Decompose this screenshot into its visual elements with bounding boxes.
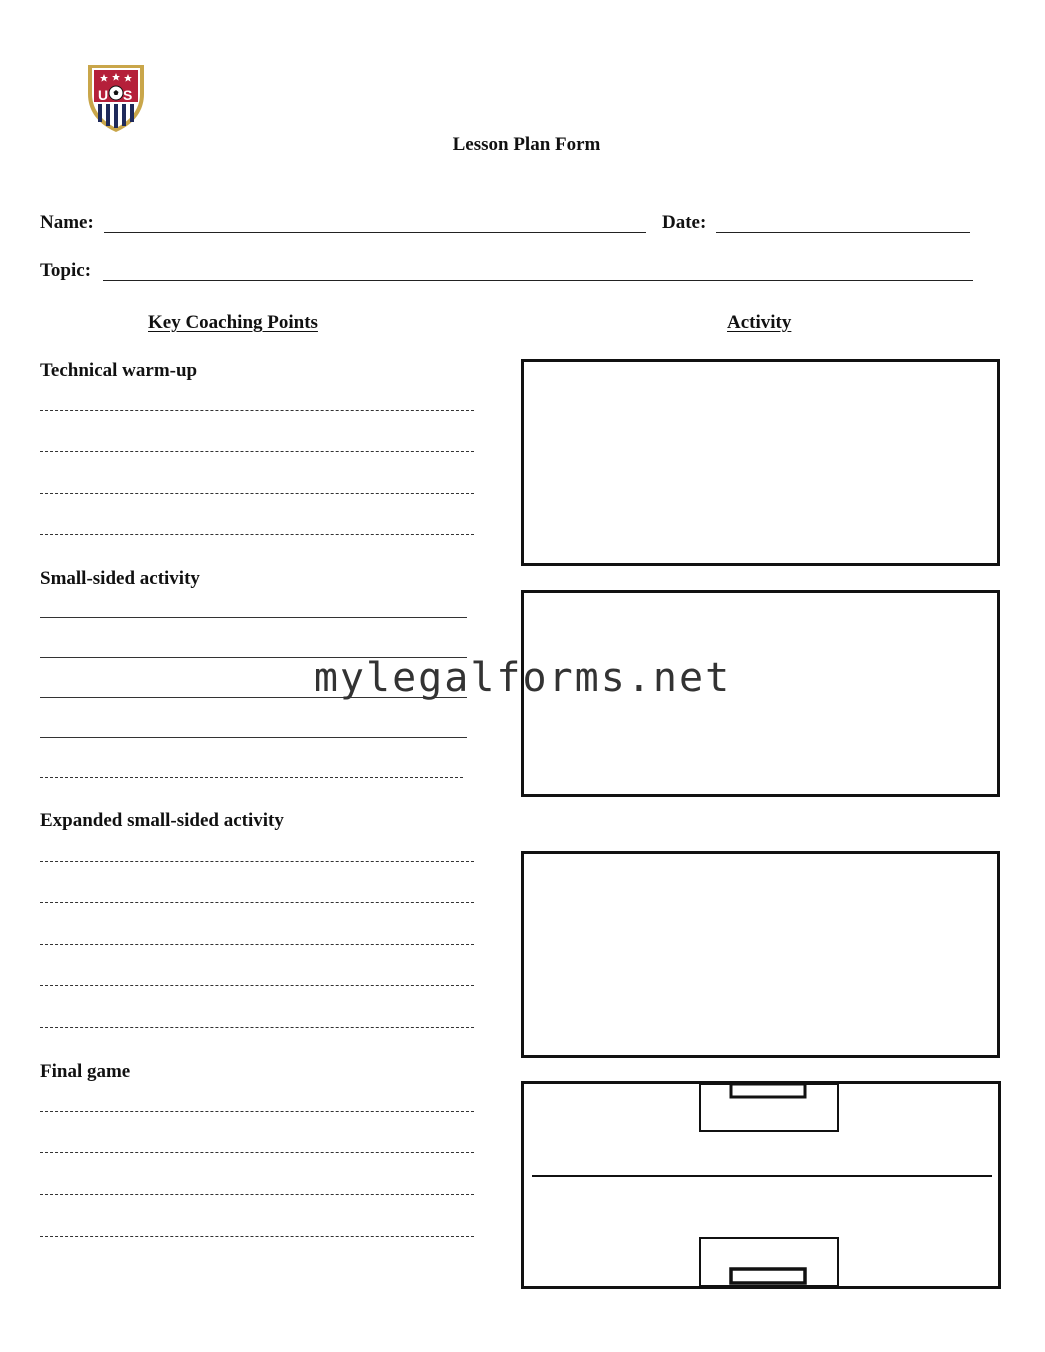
name-field-line[interactable] [104, 232, 646, 233]
watermark-text: mylegalforms.net [313, 655, 732, 701]
topic-label: Topic: [40, 260, 92, 281]
us-soccer-crest-logo [84, 62, 148, 134]
note-line[interactable] [40, 861, 474, 862]
topic-field-line[interactable] [103, 280, 973, 281]
note-line[interactable] [40, 944, 474, 945]
note-line[interactable] [40, 1027, 474, 1028]
note-line[interactable] [40, 1194, 474, 1195]
section-title-technical-warm-up: Technical warm-up [40, 360, 198, 381]
note-line[interactable] [40, 617, 467, 618]
activity-box-expanded-small-sided[interactable] [521, 851, 1000, 1058]
page-title: Lesson Plan Form [452, 134, 601, 155]
note-line[interactable] [40, 777, 463, 778]
key-coaching-points-heading: Key Coaching Points [148, 312, 318, 333]
date-field-line[interactable] [716, 232, 970, 233]
soccer-field-diagram[interactable] [521, 1081, 1001, 1289]
note-line[interactable] [40, 1111, 474, 1112]
note-line[interactable] [40, 1152, 474, 1153]
section-title-expanded-small-sided-activity: Expanded small-sided activity [40, 810, 284, 831]
date-label: Date: [662, 212, 707, 233]
note-line[interactable] [40, 410, 474, 411]
svg-text:U: U [98, 87, 109, 103]
note-line[interactable] [40, 451, 474, 452]
note-line[interactable] [40, 902, 474, 903]
note-line[interactable] [40, 534, 474, 535]
note-line[interactable] [40, 1236, 474, 1237]
activity-box-technical-warm-up[interactable] [521, 359, 1000, 566]
section-title-small-sided-activity: Small-sided activity [40, 568, 200, 589]
note-line[interactable] [40, 985, 474, 986]
activity-heading: Activity [727, 312, 792, 333]
name-label: Name: [40, 212, 94, 233]
note-line[interactable] [40, 737, 467, 738]
section-title-final-game: Final game [40, 1061, 131, 1082]
note-line[interactable] [40, 493, 474, 494]
svg-text:S: S [123, 87, 133, 103]
